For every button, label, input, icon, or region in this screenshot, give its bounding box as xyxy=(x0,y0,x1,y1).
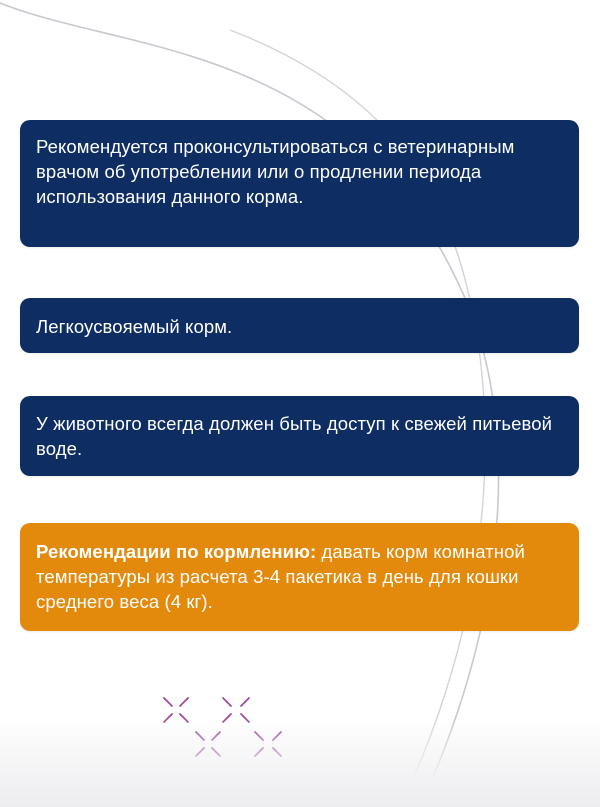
feeding-recommendation-label: Рекомендации по кормлению: xyxy=(36,541,317,562)
vet-consult-text: Рекомендуется проконсультироваться с ветеринарным врачом об употреблении или о продлении периода использования данного корма. xyxy=(36,136,515,207)
vet-consult-card xyxy=(20,120,579,247)
feeding-recommendation-card xyxy=(20,523,579,631)
digestible-food-card xyxy=(20,298,579,353)
bottom-fade xyxy=(0,717,600,807)
fresh-water-card xyxy=(20,396,579,476)
fresh-water-text: У животного всегда должен быть доступ к свежей питьевой воде. xyxy=(36,413,553,459)
digestible-food-text: Легкоусвояемый корм. xyxy=(36,316,233,337)
feeding-recommendation-text: давать корм комнатной температуры из расчета 3-4 пакетика в день для кошки среднего веса (4 кг). xyxy=(36,541,525,612)
